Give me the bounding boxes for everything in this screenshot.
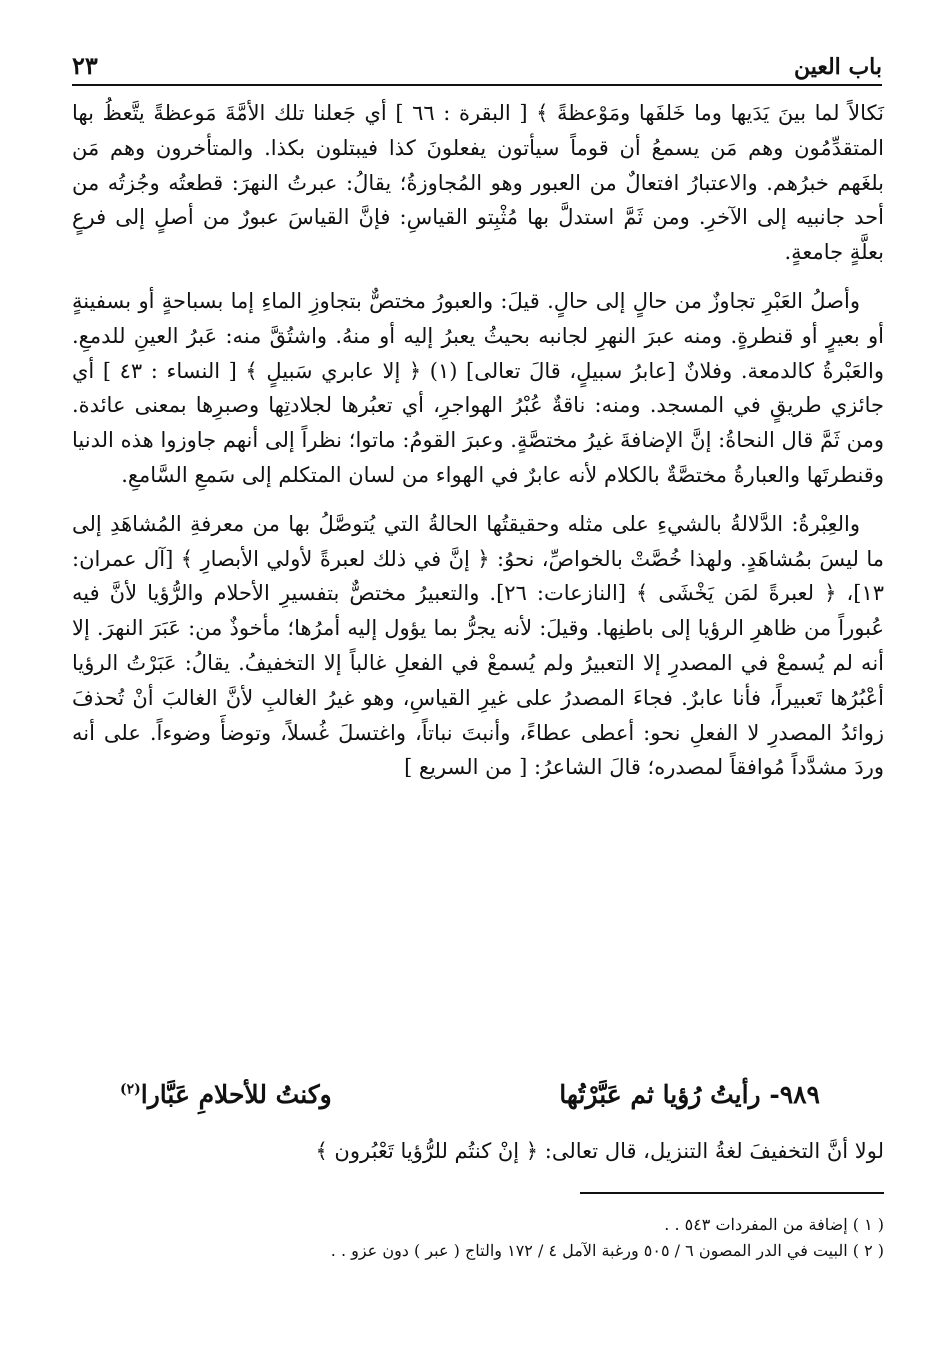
paragraph-1: نَكالاً لما بينَ يَدَيها وما خَلفَها ومَوْعظةً ﴾ [ البقرة : ٦٦ ] أي جَعلنا تلك الأمَّةَ مَوعظةً يتَّعظُ بها المتقدِّمُون وهم مَن يسمعُ أن قوماً سيأتون يفعلونَ كذا فيبتلون بكذا. والمتأخرون وهم مَن بلغَهم خبرُهم. والاعتبارُ افتعالٌ من العبور وهو المُجاوزةُ؛ يقالُ: عبرتُ النهرَ: قطعتُه وجُزتُه من أحد جانبيه إلى الآخرِ. ومن ثَمَّ استدلَّ بها مُثْبِتو القياسِ: فإنَّ القياسَ عبورٌ من أصلٍ إلى فرعٍ بعلَّةٍ جامعةٍ. — [72, 101, 884, 265]
verse-first-hemistich: ٩٨٩- رأيتُ رُؤيا ثم عَبَّرْتُها — [559, 1080, 820, 1109]
verse-number: ٩٨٩ — [779, 1080, 820, 1109]
footnote-1: ( ١ ) إضافة من المفردات ٥٤٣ . . — [664, 1215, 884, 1234]
main-text — [72, 96, 884, 799]
verse-note-ref: (٢) — [120, 1081, 141, 1098]
verse-second-text: وكنتُ للأحلامِ عَبَّارا — [140, 1080, 332, 1109]
footnote-divider — [580, 1192, 884, 1194]
chapter-title: باب العين — [793, 54, 882, 80]
poetry-verse — [120, 1080, 820, 1109]
page-number: ٢٣ — [72, 51, 98, 80]
post-verse-text: لولا أنَّ التخفيفَ لغةُ التنزيل، قال تعالى: ﴿ إنْ كنتُم للرُّؤيا تَعْبُرون ﴾ — [315, 1139, 884, 1163]
footnotes — [72, 1212, 884, 1264]
paragraph-2: وأصلُ العَبْرِ تجاوزٌ من حالٍ إلى حالٍ. قيلَ: والعبورُ مختصٌّ بتجاوزِ الماءِ إما بسباحةٍ أو بسفينةٍ أو بعيرٍ أو قنطرةٍ. ومنه عبرَ النهرِ لجانبه بحيثُ يعبرُ إليه أو منهُ. واشتُقَّ منه: عَبرُ العينِ للدمعِ. والعَبْرةُ كالدمعة. وفلانٌ [عابرُ سبيلٍ، قالَ تعالى] (١) ﴿ إلا عابري سَبيلٍ ﴾ [ النساء : ٤٣ ] أي جائزي طريقٍ في المسجد. ومنه: ناقةٌ عُبْرُ الهواجرِ، أي تعبُرها لجلادتِها وصبرِها بمعنى عائدة. ومن ثَمَّ قال النحاةُ: إنَّ الإضافةَ غيرُ مختصَّةٍ. وعبرَ القومُ: ماتوا؛ نظراً إلى أنهم جاوزوا هذه الدنيا وقنطرتَها والعبارةُ مختصَّةٌ بالكلام لأنه عابرٌ في الهواء من لسان المتكلم إلى سَمعِ السَّامعِ. — [72, 288, 884, 487]
verse-first-text: رأيتُ رُؤيا ثم عَبَّرْتُها — [559, 1080, 761, 1109]
page-header — [72, 40, 882, 86]
paragraph-3: والعِبْرةُ: الدَّلالةُ بالشيءِ على مثله وحقيقتُها الحالةُ التي يُتوصَّلُ بها من معرفةِ المُشاهَدِ إلى ما ليسَ بمُشاهَدٍ. ولهذا خُصَّتْ بالخواصِّ، نحوُ: ﴿ إنَّ في ذلك لعبرةً لأولي الأبصارِ ﴾ [آل عمران: ١٣]، ﴿ لعبرةً لمَن يَخْشَى ﴾ [النازعات: ٢٦]. والتعبيرُ مختصٌّ بتفسيرِ الأحلام والرُّؤيا لأنَّ فيه عُبوراً من ظاهرِ الرؤيا إلى باطنِها. وقيلَ: لأنه يجرُّ بما يؤول إليه أمرُها؛ مأخوذٌ من: عَبَرَ النهرَ. إلا أنه لم يُسمعْ في المصدرِ إلا التعبيرُ ولم يُسمعْ في الفعلِ غالباً إلا التخفيفُ. يقالُ: عَبَرْتُ الرؤيا أعْبُرُها تَعبيراً، فأنا عابرٌ. فجاءَ المصدرُ على غيرِ القياسِ، وهو غيرُ الغالبِ لأنَّ الغالبَ أنْ تُحذفَ زوائدُ المصدرِ لا الفعلِ نحو: أعطى عطاءً، وأنبتَ نباتاً، واغتسلَ غُسلاً، وتوضأَ وضوءاً. على أنه وردَ مشدَّداً مُوافقاً لمصدره؛ قالَ الشاعرُ: [ من السريع ] — [72, 511, 884, 780]
footnote-2: ( ٢ ) البيت في الدر المصون ٦ / ٥٠٥ ورغبة الآمل ٤ / ١٧٢ والتاج ( عبر ) دون عزو . . — [330, 1241, 884, 1260]
verse-second-hemistich — [120, 1080, 332, 1109]
